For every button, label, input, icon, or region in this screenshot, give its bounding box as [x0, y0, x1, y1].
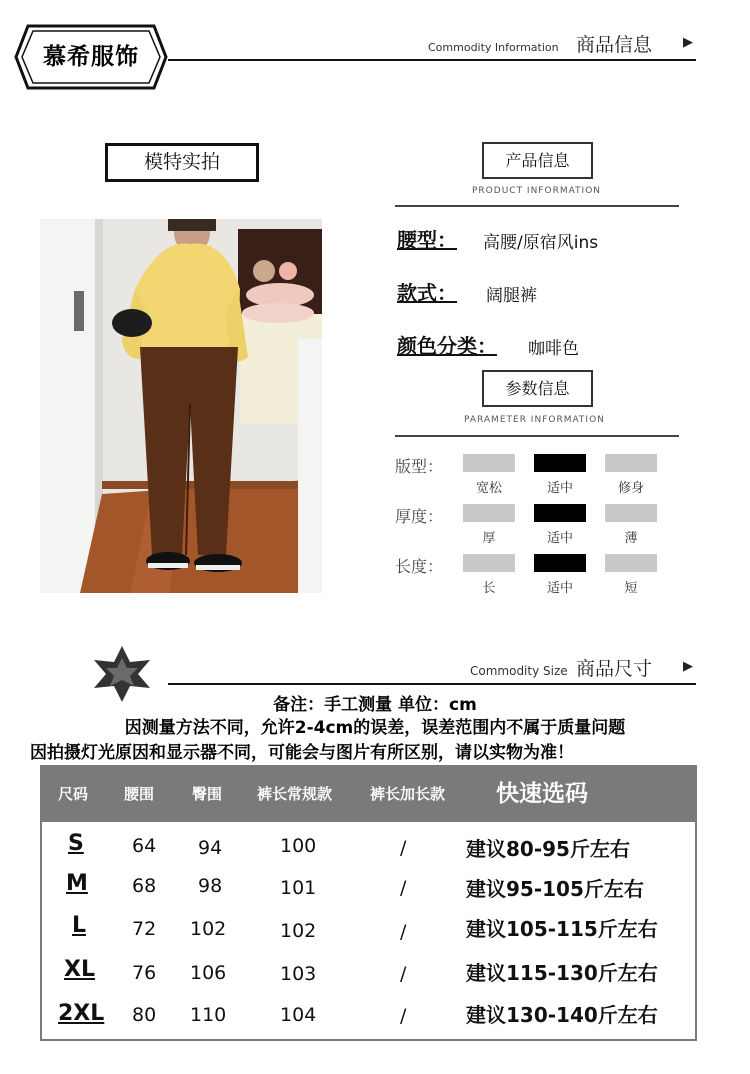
style-value: 阔腿裤 [486, 286, 537, 306]
table-cell-long: / [400, 1005, 407, 1027]
table-cell-recommendation: 建议105-115斤左右 [466, 917, 658, 941]
param-option-label: 适中 [546, 481, 573, 496]
table-cell-length: 103 [280, 963, 317, 985]
table-row-size: 2XL [58, 1001, 105, 1026]
param-option-label: 宽松 [475, 481, 502, 496]
size-table-header [42, 767, 695, 822]
table-cell-recommendation: 建议95-105斤左右 [466, 877, 644, 901]
product-info-subtitle: PRODUCT INFORMATION [472, 186, 602, 196]
param-cell-thin [605, 504, 657, 522]
param-option-label: 薄 [624, 531, 638, 546]
param-row-label: 长度： [395, 557, 444, 576]
table-cell-long: / [400, 877, 407, 899]
param-row-label: 版型： [395, 457, 444, 476]
header-english-title: Commodity Information [428, 41, 559, 54]
size-header-divider [168, 683, 696, 685]
brand-name: 慕希服饰 [43, 44, 139, 70]
color-label: 颜色分类： [397, 334, 497, 358]
table-cell-recommendation: 建议80-95斤左右 [466, 837, 630, 861]
table-cell-recommendation: 建议115-130斤左右 [466, 961, 658, 985]
col-header-length-long: 裤长加长款 [370, 785, 446, 803]
table-cell-hip: 94 [198, 837, 223, 859]
parameter-info-title: 参数信息 [482, 370, 593, 407]
param-option-label: 适中 [546, 581, 573, 596]
header-chinese-title: 商品信息 [576, 34, 653, 56]
note-color-disclaimer: 因拍摄灯光原因和显示器不同，可能会与图片有所区别，请以实物为准！ [30, 743, 574, 763]
param-cell-thickness-medium [534, 504, 586, 522]
param-cell-fit-loose [463, 454, 515, 472]
table-cell-hip: 102 [190, 918, 227, 940]
table-cell-waist: 64 [132, 835, 157, 857]
param-row-label: 厚度： [395, 507, 444, 526]
table-cell-recommendation: 建议130-140斤左右 [466, 1003, 658, 1027]
table-cell-waist: 76 [132, 962, 157, 984]
param-cell-thick [463, 504, 515, 522]
table-cell-hip: 98 [198, 875, 223, 897]
param-option-label: 长 [482, 581, 496, 596]
size-english-title: Commodity Size [470, 664, 568, 678]
table-cell-length: 102 [280, 920, 317, 942]
size-arrow-icon: ▶ [683, 659, 693, 674]
table-cell-waist: 72 [132, 918, 157, 940]
table-cell-hip: 106 [190, 962, 227, 984]
col-header-waist: 腰围 [124, 785, 155, 803]
param-cell-long [463, 554, 515, 572]
table-cell-long: / [400, 963, 407, 985]
color-value: 咖啡色 [528, 339, 579, 359]
header-arrow-icon: ▶ [683, 35, 693, 50]
style-label: 款式： [397, 281, 457, 305]
note-tolerance: 因测量方法不同，允许2-4cm的误差，误差范围内不属于质量问题 [124, 718, 626, 738]
table-cell-long: / [400, 837, 407, 859]
param-cell-length-medium [534, 554, 586, 572]
parameter-info-divider [395, 435, 679, 437]
table-cell-long: / [400, 921, 407, 943]
waist-type-label: 腰型： [397, 228, 457, 252]
table-cell-length: 104 [280, 1004, 317, 1026]
param-cell-short [605, 554, 657, 572]
waist-type-value: 高腰/原宿风ins [483, 233, 599, 253]
param-option-label: 厚 [482, 531, 496, 546]
table-row-size: M [66, 871, 88, 896]
param-option-label: 短 [624, 581, 638, 596]
param-option-label: 修身 [617, 481, 644, 496]
table-row-size: XL [64, 957, 95, 982]
size-chinese-title: 商品尺寸 [576, 658, 653, 680]
header-divider [168, 59, 696, 61]
table-row-size: S [68, 831, 84, 856]
table-cell-length: 100 [280, 835, 317, 857]
product-info-divider [395, 205, 679, 207]
col-header-size: 尺码 [58, 785, 89, 803]
param-cell-fit-medium [534, 454, 586, 472]
brand-logo [14, 24, 168, 90]
table-cell-waist: 68 [132, 875, 157, 897]
model-photo-label: 模特实拍 [105, 143, 259, 182]
param-option-label: 适中 [546, 531, 573, 546]
note-measurement: 备注：手工测量 单位：cm [273, 695, 477, 715]
table-cell-hip: 110 [190, 1004, 227, 1026]
product-info-title: 产品信息 [482, 142, 593, 179]
table-row-size: L [72, 913, 87, 938]
param-cell-fit-slim [605, 454, 657, 472]
table-cell-waist: 80 [132, 1004, 157, 1026]
table-cell-length: 101 [280, 877, 317, 899]
parameter-info-subtitle: PARAMETER INFORMATION [464, 415, 605, 425]
model-photo [40, 219, 322, 593]
col-header-hip: 臀围 [192, 785, 223, 803]
col-header-quick-pick: 快速选码 [496, 781, 588, 807]
size-table [40, 765, 697, 1041]
col-header-length-regular: 裤长常规款 [257, 785, 333, 803]
